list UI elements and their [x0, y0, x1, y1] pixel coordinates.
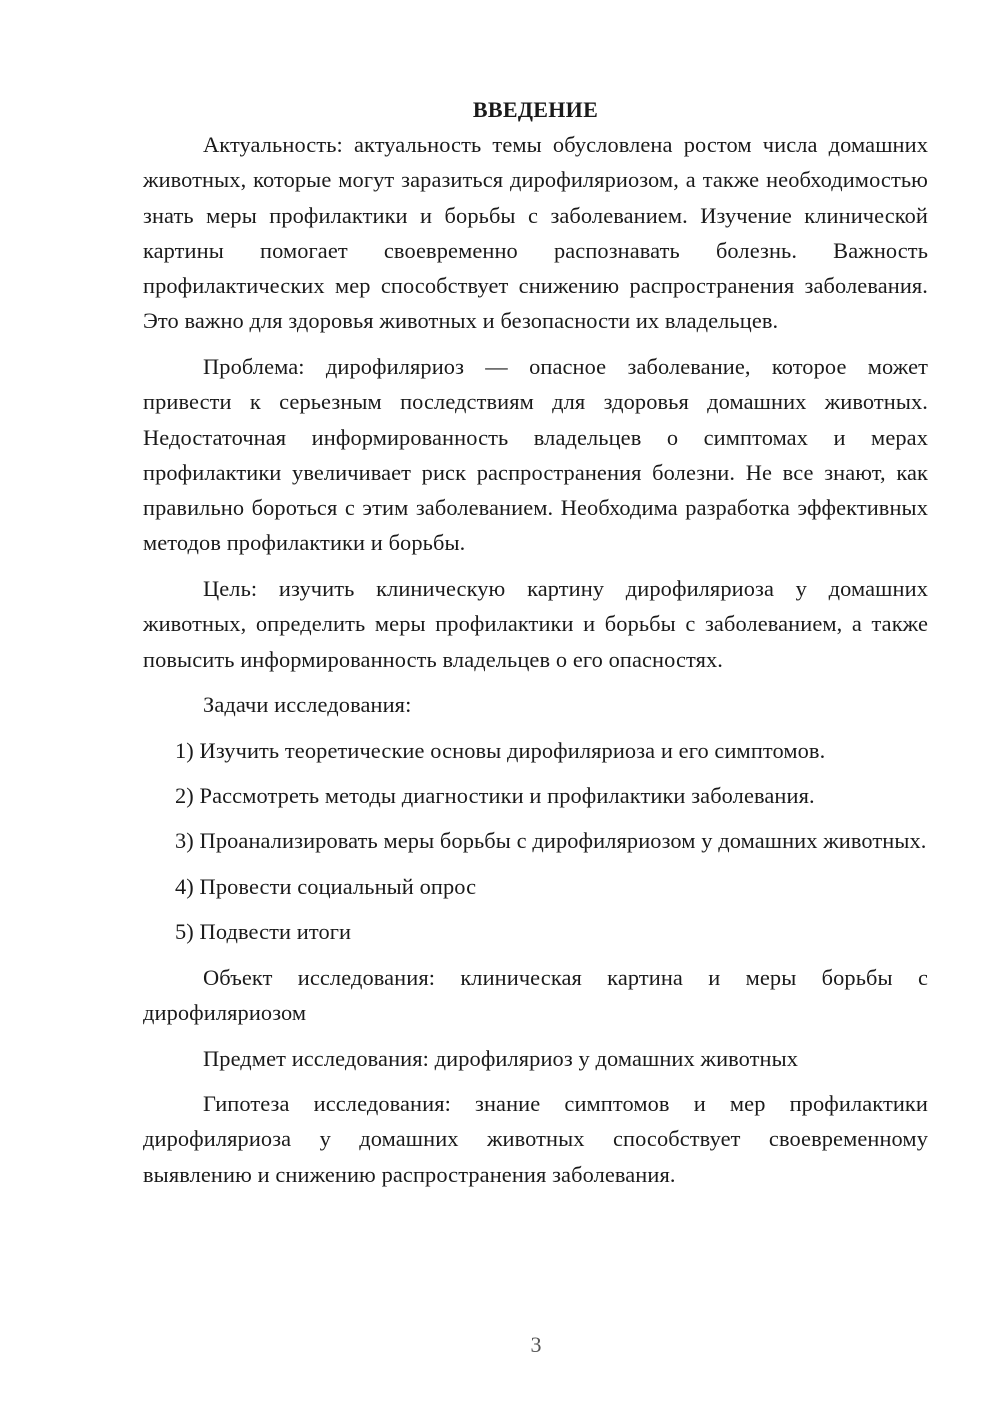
task-item-3: 3) Проанализировать меры борьбы с дирофиляриозом у домашних животных. [175, 828, 927, 854]
task-item-2: 2) Рассмотреть методы диагностики и профилактики заболевания. [175, 782, 815, 808]
task-item-5: 5) Подвести итоги [175, 919, 352, 945]
task-item-4: 4) Провести социальный опрос [175, 873, 477, 899]
paragraph-hypothesis: Гипотеза исследования: знание симптомов и мер профилактики дирофиляриоза у домашних животных способствует своевременному выявлению и снижению распространения заболевания. [143, 1091, 928, 1187]
paragraph-tasks-heading: Задачи исследования: [203, 692, 412, 718]
task-item-1: 1) Изучить теоретические основы дирофиляриоза и его симптомов. [175, 737, 826, 763]
section-title: ВВЕДЕНИЕ [472, 97, 599, 122]
paragraph-relevance: Актуальность: актуальность темы обусловлена ростом числа домашних животных, которые могут заразиться дирофиляриозом, а также необходимостью знать меры профилактики и борьбы с заболеванием. Изучение клинической картины помогает своевременно распознавать болезнь. Важность профилактических мер способствует снижению распространения заболевания. Это важно для здоровья животных и безопасности их владельцев. [143, 132, 928, 334]
paragraph-goal: Цель: изучить клиническую картину дирофиляриоза у домашних животных, определить меры профилактики и борьбы с заболеванием, а также повысить информированность владельцев о его опасностях. [143, 575, 928, 672]
paragraph-object: Объект исследования: клиническая картина и меры борьбы с дирофиляриозом [143, 964, 928, 1026]
paragraph-problem: Проблема: дирофиляриоз — опасное заболевание, которое может привести к серьезным последствиям для здоровья домашних животных. Недостаточная информированность владельцев о симптомах и мерах профилактики увеличивает риск распространения болезни. Не все знают, как правильно бороться с этим заболеванием. Необходима разработка эффективных методов профилактики и борьбы. [143, 353, 928, 556]
page-number: 3 [530, 1332, 542, 1357]
document-page [143, 92, 928, 1202]
paragraph-subject: Предмет исследования: дирофиляриоз у домашних животных [203, 1045, 799, 1071]
